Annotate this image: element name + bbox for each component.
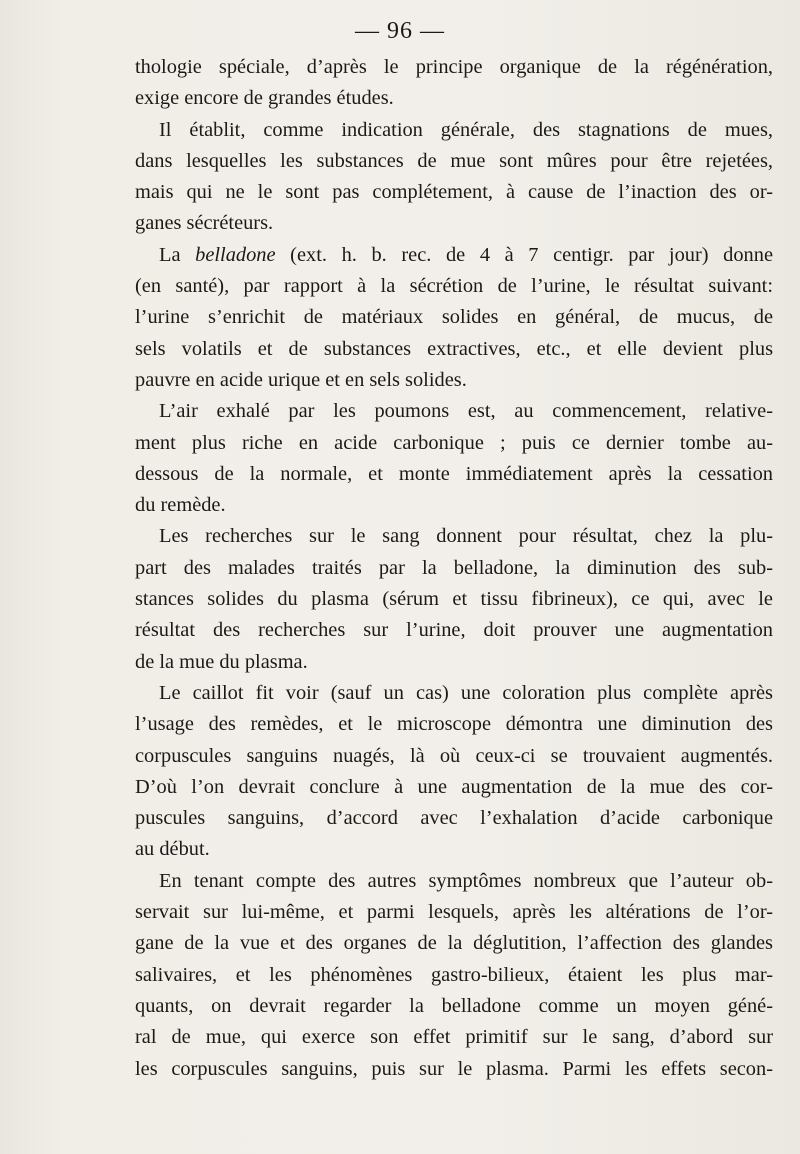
text-line: les corpuscules sanguins, puis sur le plasma. Parmi les effets secon- bbox=[135, 1057, 773, 1080]
text-line: stances solides du plasma (sérum et tissu fibrineux), ce qui, avec le bbox=[135, 588, 773, 611]
text-line: Le caillot fit voir (sauf un cas) une coloration plus complète après bbox=[159, 681, 773, 704]
paragraph-6 bbox=[135, 678, 773, 866]
paragraph-4 bbox=[135, 396, 773, 521]
text-line: salivaires, et les phénomènes gastro-bilieux, étaient les plus mar- bbox=[135, 963, 773, 986]
text-line: pauvre en acide urique et en sels solides. bbox=[135, 368, 467, 391]
italic-term: belladone bbox=[195, 243, 276, 266]
text-line: sels volatils et de substances extractives, etc., et elle devient plus bbox=[135, 337, 773, 360]
text-line: servait sur lui-même, et parmi lesquels, après les altérations de l’or- bbox=[135, 901, 773, 924]
text-line: Il établit, comme indication générale, des stagnations de mues, bbox=[159, 118, 773, 141]
paragraph-7 bbox=[135, 866, 773, 1085]
paragraph-5 bbox=[135, 521, 773, 677]
text-line: l’urine s’enrichit de matériaux solides en général, de mucus, de bbox=[135, 306, 773, 329]
paragraph-3 bbox=[135, 240, 773, 396]
paragraph-2 bbox=[135, 115, 773, 240]
body-text bbox=[135, 52, 773, 1085]
text-line: L’air exhalé par les poumons est, au commencement, relative- bbox=[159, 400, 773, 423]
text-line: ganes sécréteurs. bbox=[135, 212, 274, 235]
text-line: Les recherches sur le sang donnent pour résultat, chez la plu- bbox=[159, 525, 773, 548]
text-line: ral de mue, qui exerce son effet primitif sur le sang, d’abord sur bbox=[135, 1026, 773, 1049]
text-line: dans lesquelles les substances de mue sont mûres pour être rejetées, bbox=[135, 149, 773, 172]
text-line: mais qui ne le sont pas complétement, à cause de l’inaction des or- bbox=[135, 181, 773, 204]
text-line: résultat des recherches sur l’urine, doit prouver une augmentation bbox=[135, 619, 773, 642]
text-line: ment plus riche en acide carbonique ; puis ce dernier tombe au- bbox=[135, 431, 773, 454]
text-line: exige encore de grandes études. bbox=[135, 87, 394, 110]
text-line: thologie spéciale, d’après le principe organique de la régénération, bbox=[135, 56, 773, 78]
text-line: de la mue du plasma. bbox=[135, 650, 308, 673]
text-line: corpuscules sanguins nuagés, là où ceux-ci se trouvaient augmentés. bbox=[135, 744, 773, 767]
text-line: du remède. bbox=[135, 494, 226, 517]
text-line: part des malades traités par la belladone, la diminution des sub- bbox=[135, 556, 773, 579]
text-line: La belladone (ext. h. b. rec. de 4 à 7 centigr. par jour) donne bbox=[159, 243, 773, 266]
text-line: dessous de la normale, et monte immédiatement après la cessation bbox=[135, 462, 773, 485]
text-line: (en santé), par rapport à la sécrétion de l’urine, le résultat suivant: bbox=[135, 275, 773, 298]
text-line: l’usage des remèdes, et le microscope démontra une diminution des bbox=[135, 713, 773, 736]
text-line: gane de la vue et des organes de la déglutition, l’affection des glandes bbox=[135, 932, 773, 955]
text-line: D’où l’on devrait conclure à une augmentation de la mue des cor- bbox=[135, 775, 773, 798]
text-line: puscules sanguins, d’accord avec l’exhalation d’acide carbonique bbox=[135, 807, 773, 830]
text-line: En tenant compte des autres symptômes nombreux que l’auteur ob- bbox=[159, 869, 773, 892]
page-number: — 96 — bbox=[355, 18, 445, 44]
text-line: quants, on devrait regarder la belladone comme un moyen géné- bbox=[135, 994, 773, 1017]
paragraph-1 bbox=[135, 52, 773, 115]
text-line: au début. bbox=[135, 838, 210, 861]
